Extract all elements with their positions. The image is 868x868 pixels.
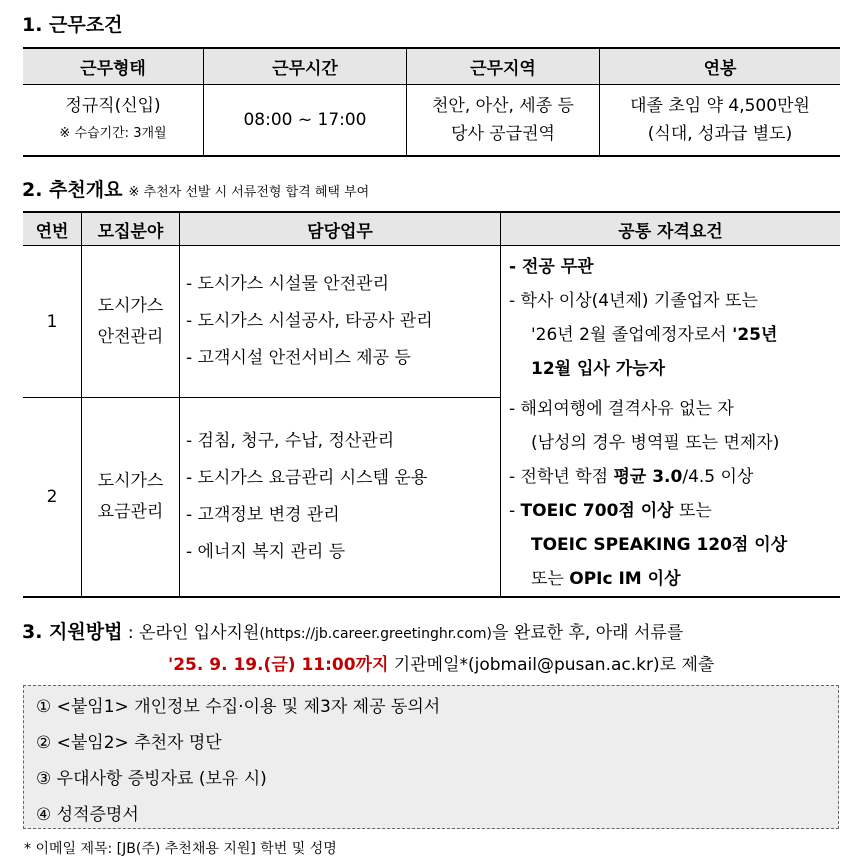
requirement-toeic: - TOEIC 700점 이상 또는	[509, 501, 712, 521]
requirement-opic: 또는 OPIc IM 이상	[531, 569, 681, 589]
section2-note: ※ 추천자 선발 시 서류전형 합격 혜택 부여	[128, 185, 370, 200]
row-number: 1	[23, 246, 82, 398]
duties-cell	[180, 246, 501, 398]
duty-item: - 고객시설 안전서비스 제공 등	[186, 348, 411, 369]
requirements-cell	[501, 246, 841, 598]
apply-method-line1: 3. 지원방법 : 온라인 입사지원(https://jb.career.greetinghr.com)을 완료한 후, 아래 서류를	[22, 621, 684, 643]
section1-title: 1. 근무조건	[22, 14, 123, 36]
requirement-toeic-speaking: TOEIC SPEAKING 120점 이상	[531, 535, 788, 555]
recruit-field	[82, 246, 180, 398]
header-work-hours: 근무시간	[204, 48, 407, 85]
work-type-cell	[23, 85, 204, 157]
header-requirements: 공통 자격요건	[501, 212, 841, 246]
duty-item: - 에너지 복지 관리 등	[186, 542, 346, 563]
salary-cell	[600, 85, 841, 157]
header-duties: 담당업무	[180, 212, 501, 246]
salary-line1: 대졸 초임 약 4,500만원	[630, 96, 810, 116]
requirement-major: - 전공 무관	[509, 257, 594, 277]
salary-line2: (식대, 성과급 별도)	[647, 124, 793, 144]
document-item: ③ 우대사항 증빙자료 (보유 시)	[36, 769, 267, 789]
requirement-gpa: - 전학년 학점 평균 3.0/4.5 이상	[509, 467, 754, 487]
work-conditions-table	[23, 47, 840, 157]
table-row	[23, 85, 840, 157]
work-type: 정규직(신입)	[65, 96, 161, 116]
header-work-type: 근무형태	[23, 48, 204, 85]
header-work-region: 근무지역	[407, 48, 600, 85]
recommendation-table	[23, 211, 840, 598]
apply-method-line2	[168, 650, 714, 675]
duty-item: - 검침, 청구, 수납, 정산관리	[186, 431, 395, 452]
submit-email: 기관메일*(jobmail@pusan.ac.kr)로 제출	[388, 655, 715, 675]
section2-title-wrap	[22, 175, 369, 202]
table-row	[23, 246, 840, 398]
document-item: ② <붙임2> 추천자 명단	[36, 733, 222, 753]
apply-url[interactable]: (https://jb.career.greetinghr.com)	[259, 626, 492, 642]
requirement-degree: - 학사 이상(4년제) 기졸업자 또는	[509, 291, 758, 311]
header-salary: 연봉	[600, 48, 841, 85]
duty-item: - 도시가스 시설물 안전관리	[186, 274, 389, 295]
email-subject-note: * 이메일 제목: [JB(주) 추천채용 지원] 학번 및 성명	[24, 841, 337, 857]
document-item: ① <붙임1> 개인정보 수집·이용 및 제3자 제공 동의서	[36, 697, 441, 717]
table-header-row	[23, 212, 840, 246]
probation-note: ※ 수습기간: 3개월	[59, 126, 167, 141]
header-number: 연번	[23, 212, 82, 246]
requirement-degree-line3: 12월 입사 가능자	[531, 359, 666, 379]
row-number: 2	[23, 398, 82, 597]
field-line1: 도시가스	[97, 471, 164, 492]
duty-item: - 도시가스 시설공사, 타공사 관리	[186, 311, 433, 332]
duty-item: - 도시가스 요금관리 시스템 운용	[186, 468, 428, 489]
work-region-cell	[407, 85, 600, 157]
requirement-military: (남성의 경우 병역필 또는 면제자)	[531, 433, 780, 453]
recruit-field	[82, 398, 180, 597]
field-line2: 요금관리	[97, 502, 164, 523]
required-documents-box	[23, 685, 839, 829]
duty-item: - 고객정보 변경 관리	[186, 505, 340, 526]
requirement-degree-line2: '26년 2월 졸업예정자로서 '25년	[531, 325, 778, 345]
section3-title: 3. 지원방법	[22, 621, 123, 643]
field-line2: 안전관리	[97, 326, 164, 347]
header-field: 모집분야	[82, 212, 180, 246]
work-hours: 08:00 ~ 17:00	[204, 85, 407, 157]
duties-cell	[180, 398, 501, 597]
work-region-line1: 천안, 아산, 세종 등	[432, 96, 574, 116]
work-region-line2: 당사 공급권역	[451, 124, 555, 144]
section2-title: 2. 추천개요	[22, 179, 123, 201]
requirement-travel: - 해외여행에 결격사유 없는 자	[509, 399, 734, 419]
field-line1: 도시가스	[97, 295, 164, 316]
table-header-row	[23, 48, 840, 85]
document-item: ④ 성적증명서	[36, 805, 139, 825]
deadline: '25. 9. 19.(금) 11:00까지	[168, 655, 389, 675]
